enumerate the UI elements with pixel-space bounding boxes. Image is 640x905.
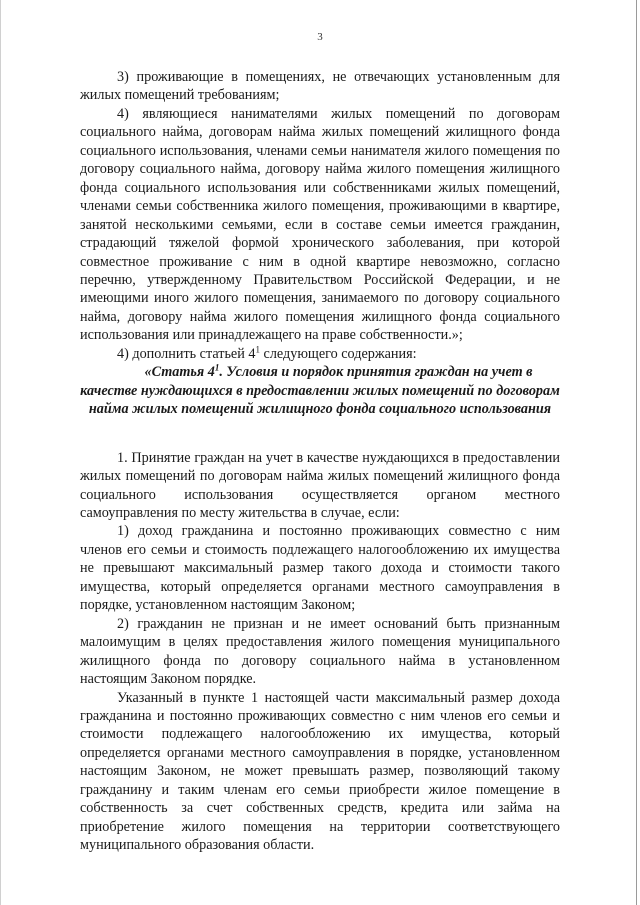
document-body: [80, 68, 560, 855]
article-heading-superscript: 1: [214, 362, 220, 373]
article-heading: [80, 363, 560, 418]
part-1-paragraph: 1. Принятие граждан на учет в качестве нуждающихся в предоставлении жилых помещений по договорам найма жилых помещений жилищного фонда социального использования осуществляется органом местного самоуправления по месту жительства в случае, если:: [80, 449, 560, 521]
part-1-item-1: 1) доход гражданина и постоянно проживающих совместно с ним членов его семьи и стоимость подлежащего налогообложению их имущества не превышают максимальный размер такого дохода и стоимости такого имущества, который определяется органами местного самоуправления в порядке, установленном настоящим Законом;: [80, 523, 560, 614]
part-1-item-2: 2) гражданин не признан и не имеет оснований быть признанным малоимущим в целях предоставления жилого помещения муниципального жилищного фонда по договору социального найма в установленном настоящим Законом порядке.: [80, 615, 560, 688]
item-3-paragraph: 3) проживающие в помещениях, не отвечающих установленным для жилых помещений требованиям;: [80, 69, 560, 104]
page-number: 3: [317, 31, 323, 43]
article-heading-start: «Статья 4: [144, 364, 215, 381]
page-left-edge: [0, 0, 1, 905]
item-4-paragraph: 4) являющиеся нанимателями жилых помещений по договорам социального найма, договорам найма жилых помещений жилищного фонда социального использования, членами семьи нанимателя жилого помещения по договору социального найма, договору найма жилого помещения жилищного фонда социального использования или собственниками жилых помещений, членами семьи собственника жилого помещения, проживающими в квартире, занятой несколькими семьями, если в составе семьи имеется гражданин, страдающий тяжелой формой хронического заболевания, при которой совместное проживание с ним в одной квартире невозможно, согласно перечню, утвержденному Правительством Российской Федерации, и не имеющими иного жилого помещения, занимаемого по договору социального найма, договору найма жилого помещения жилищного фонда социального использования или принадлежащего на праве собственности.»;: [80, 105, 560, 344]
amendment-intro-tail: следующего содержания:: [259, 345, 417, 362]
part-1-closing-paragraph: Указанный в пункте 1 настоящей части максимальный размер дохода гражданина и постоянно проживающих совместно с ним членов его семьи и стоимости подлежащего налогообложению их имущества, который определяется органами местного самоуправления в порядке, установленном настоящим Законом, не может превышать размер, позволяющий такому гражданину и таким членам его семьи приобрести жилое помещение в собственность за счет собственных средств, кредита или займа на приобретение жилого помещения на территории соответствующего муниципального образования области.: [80, 689, 560, 854]
page-right-edge: [636, 0, 637, 905]
amendment-intro-superscript: 1: [255, 344, 260, 355]
amendment-intro: [80, 345, 560, 363]
section-gap: [80, 419, 560, 449]
article-heading-title: . Условия и порядок принятия граждан на учет в качестве нуждающихся в предоставлении жилых помещений по договорам найма жилых помещений жилищного фонда социального использования: [80, 364, 560, 418]
amendment-intro-text: 4) дополнить статьей 4: [117, 345, 256, 362]
